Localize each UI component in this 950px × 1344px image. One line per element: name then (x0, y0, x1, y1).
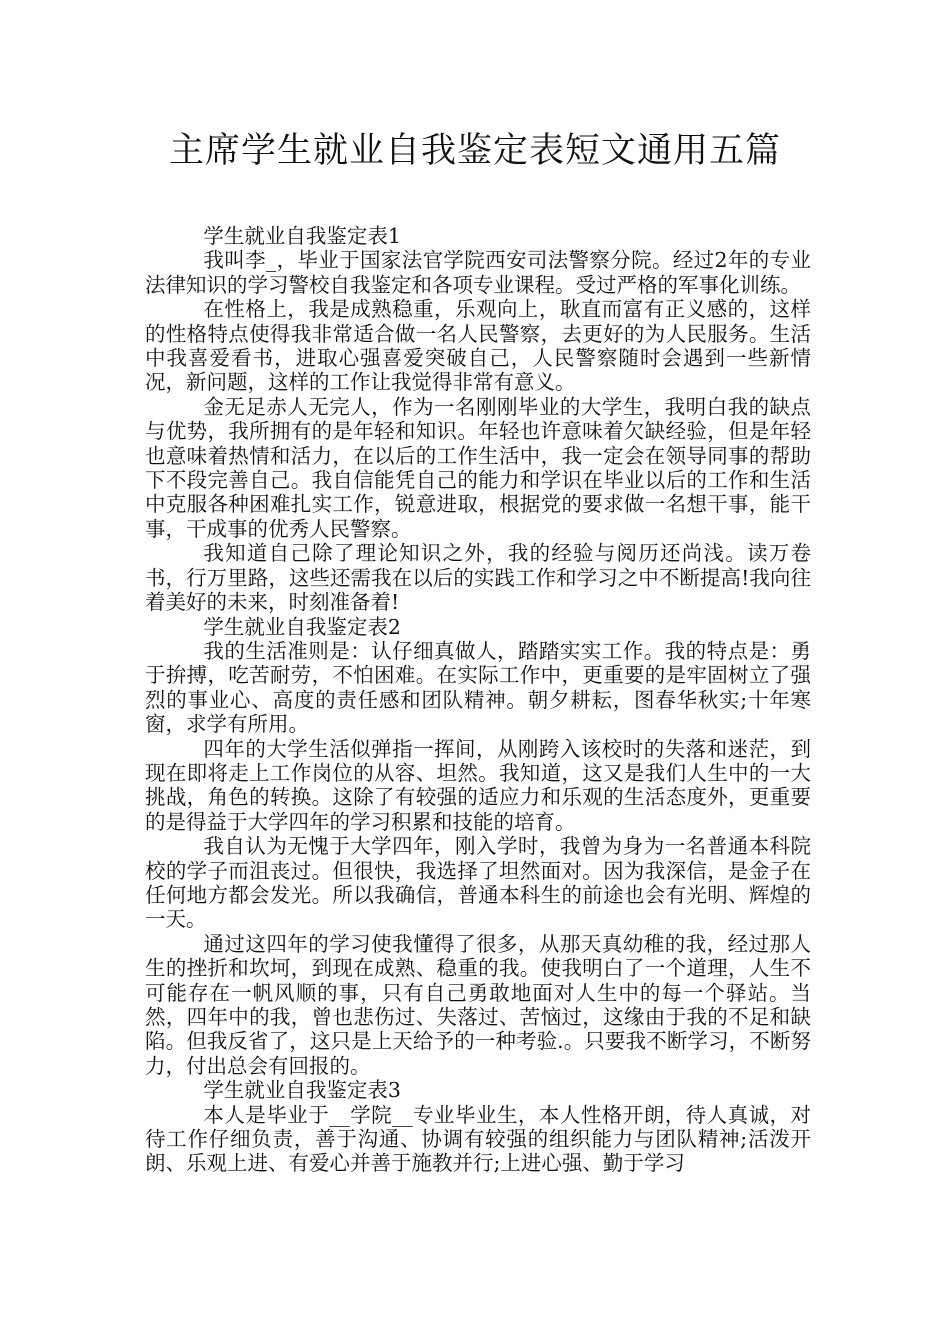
body-paragraph: 通过这四年的学习使我懂得了很多，从那天真幼稚的我，经过那人生的挫折和坎坷，到现在成熟、稳重的我。使我明白了一个道理，人生不可能存在一帆风顺的事，只有自己勇敢地面对人生中的每一个驿站。当然，四年中的我，曾也悲伤过、失落过、苦恼过，这缘由于我的不足和缺陷。但我反省了，这只是上天给予的一种考验.。只要我不断学习，不断努力，付出总会有回报的。 (145, 931, 811, 1078)
body-paragraph: 四年的大学生活似弹指一挥间，从刚跨入该校时的失落和迷茫，到现在即将走上工作岗位的从容、坦然。我知道，这又是我们人生中的一大挑战，角色的转换。这除了有较强的适应力和乐观的生活态度外，更重要的是得益于大学四年的学习积累和技能的培育。 (145, 736, 811, 834)
body-paragraph: 我自认为无愧于大学四年，刚入学时，我曾为身为一名普通本科院校的学子而沮丧过。但很快，我选择了坦然面对。因为我深信，是金子在任何地方都会发光。所以我确信，普通本科生的前途也会有光明、辉煌的一天。 (145, 834, 811, 932)
section-heading: 学生就业自我鉴定表3 (203, 1078, 401, 1103)
body-paragraph: 本人是毕业于__学院__专业毕业生，本人性格开朗，待人真诚，对待工作仔细负责，善于沟通、协调有较强的组织能力与团队精神;活泼开朗、乐观上进、有爱心并善于施教并行;上进心强、勤于学习 (145, 1102, 811, 1176)
body-paragraph: 我叫李_，毕业于国家法官学院西安司法警察分院。经过2年的专业法律知识的学习警校自我鉴定和各项专业课程。受过严格的军事化训练。 (145, 248, 811, 297)
body-paragraph: 我知道自己除了理论知识之外，我的经验与阅历还尚浅。读万卷书，行万里路，这些还需我在以后的实践工作和学习之中不断提高!我向往着美好的未来，时刻准备着! (145, 541, 811, 615)
body-paragraph: 金无足赤人无完人，作为一名刚刚毕业的大学生，我明白我的缺点与优势，我所拥有的是年轻和知识。年轻也许意味着欠缺经验，但是年轻也意味着热情和活力，在以后的工作生活中，我一定会在领导同事的帮助下不段完善自己。我自信能凭自己的能力和学识在毕业以后的工作和生活中克服各种困难扎实工作，锐意进取，根据党的要求做一名想干事，能干事，干成事的优秀人民警察。 (145, 394, 811, 541)
body-paragraph: 在性格上，我是成熟稳重，乐观向上，耿直而富有正义感的，这样的性格特点使得我非常适合做一名人民警察，去更好的为人民服务。生活中我喜爱看书，进取心强喜爱突破自己，人民警察随时会遇到一些新情况，新问题，这样的工作让我觉得非常有意义。 (145, 297, 811, 395)
document-body (145, 224, 811, 1176)
body-paragraph: 我的生活准则是：认仔细真做人，踏踏实实工作。我的特点是：勇于拚搏，吃苦耐劳，不怕困难。在实际工作中，更重要的是牢固树立了强烈的事业心、高度的责任感和团队精神。朝夕耕耘，图春华秋实;十年寒窗，求学有所用。 (145, 638, 811, 737)
section-heading: 学生就业自我鉴定表2 (203, 614, 401, 639)
document-title: 主席学生就业自我鉴定表短文通用五篇 (168, 131, 781, 171)
section-heading: 学生就业自我鉴定表1 (203, 224, 401, 248)
